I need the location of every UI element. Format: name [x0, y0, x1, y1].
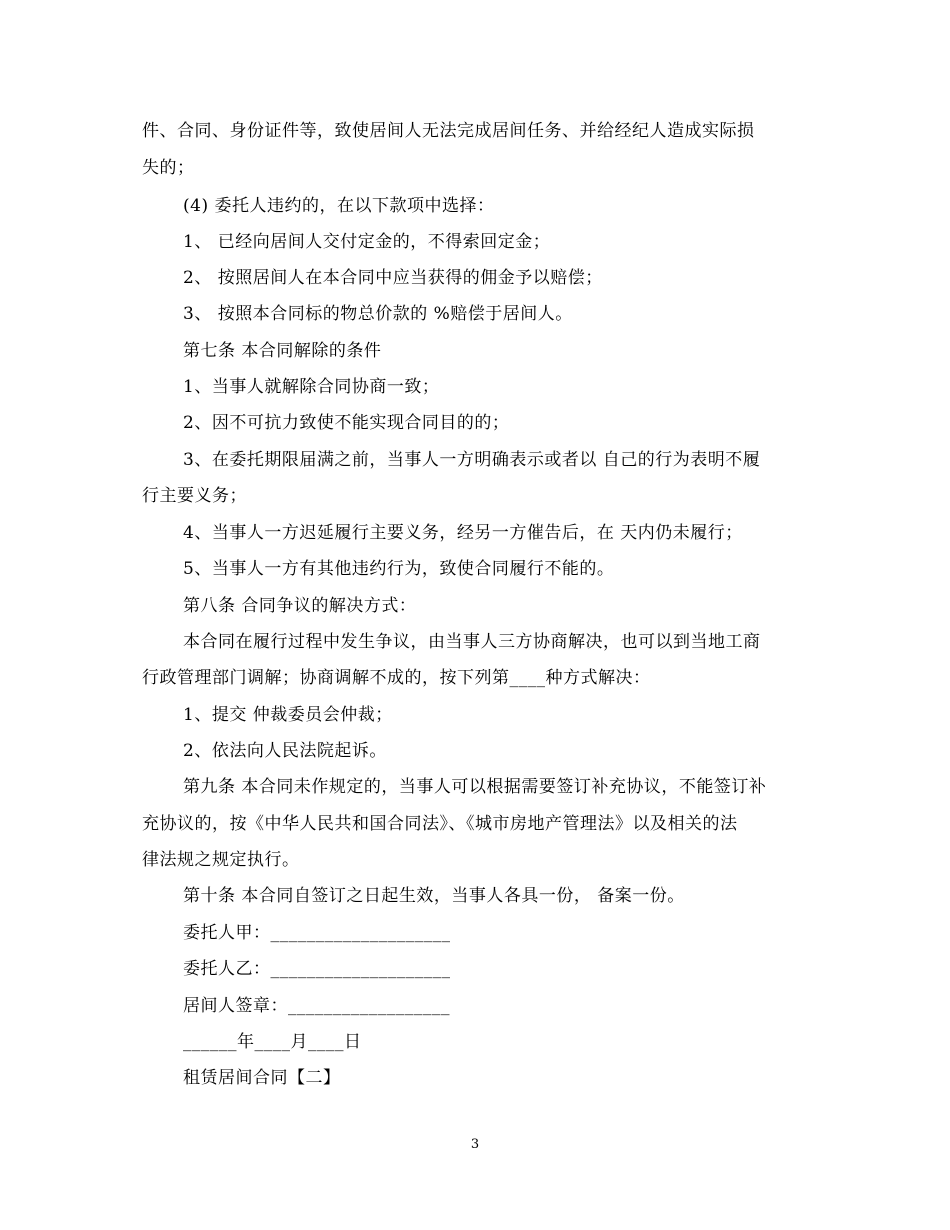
section-heading: 租赁居间合同【二】 — [183, 1068, 341, 1088]
text-line: 2、依法向人民法院起诉。 — [183, 741, 387, 761]
text-line: 1、当事人就解除合同协商一致； — [183, 377, 440, 397]
text-line: 5、当事人一方有其他违约行为，致使合同履行不能的。 — [183, 559, 615, 579]
section-heading: 第七条 本合同解除的条件 — [183, 341, 382, 361]
section-heading: 第八条 合同争议的解决方式： — [183, 596, 417, 616]
text-line: 第九条 本合同未作规定的，当事人可以根据需要签订补充协议，不能签订补 — [183, 777, 767, 797]
text-line: 2、因不可抗力致使不能实现合同目的的； — [183, 413, 510, 433]
text-line: 行主要义务； — [142, 486, 247, 506]
text-line: 件、合同、身份证件等，致使居间人无法完成居间任务、并给经纪人造成实际损 — [142, 121, 755, 141]
text-line: 2、 按照居间人在本合同中应当获得的佣金予以赔偿； — [183, 268, 603, 288]
text-line: 本合同在履行过程中发生争议，由当事人三方协商解决，也可以到当地工商 — [183, 632, 761, 652]
text-line: 4、当事人一方迟延履行主要义务，经另一方催告后，在 天内仍未履行； — [183, 523, 743, 543]
text-line: (4) 委托人违约的，在以下款项中选择： — [183, 196, 495, 216]
text-line: 3、在委托期限届满之前，当事人一方明确表示或者以 自己的行为表明不履 — [183, 450, 761, 470]
signature-line-broker: 居间人签章：__________________ — [183, 996, 450, 1016]
text-line: 律法规之规定执行。 — [142, 850, 300, 870]
text-line: 失的； — [142, 158, 195, 178]
signature-line-party-a: 委托人甲：____________________ — [183, 923, 451, 943]
text-line: 1、 已经向居间人交付定金的，不得索回定金； — [183, 232, 551, 252]
signature-line-party-b: 委托人乙：____________________ — [183, 959, 451, 979]
text-line: 行政管理部门调解；协商调解不成的，按下列第____种方式解决： — [142, 668, 651, 688]
text-line: 1、提交 仲裁委员会仲裁； — [183, 705, 393, 725]
page-number: 3 — [470, 1137, 480, 1152]
date-line: ______年____月____日 — [183, 1032, 362, 1052]
text-line: 充协议的，按《中华人民共和国合同法》、《城市房地产管理法》以及相关的法 — [142, 814, 738, 834]
text-line: 3、 按照本合同标的物总价款的 %赔偿于居间人。 — [183, 304, 573, 324]
text-line: 第十条 本合同自签订之日起生效，当事人各具一份， 备案一份。 — [183, 886, 685, 906]
